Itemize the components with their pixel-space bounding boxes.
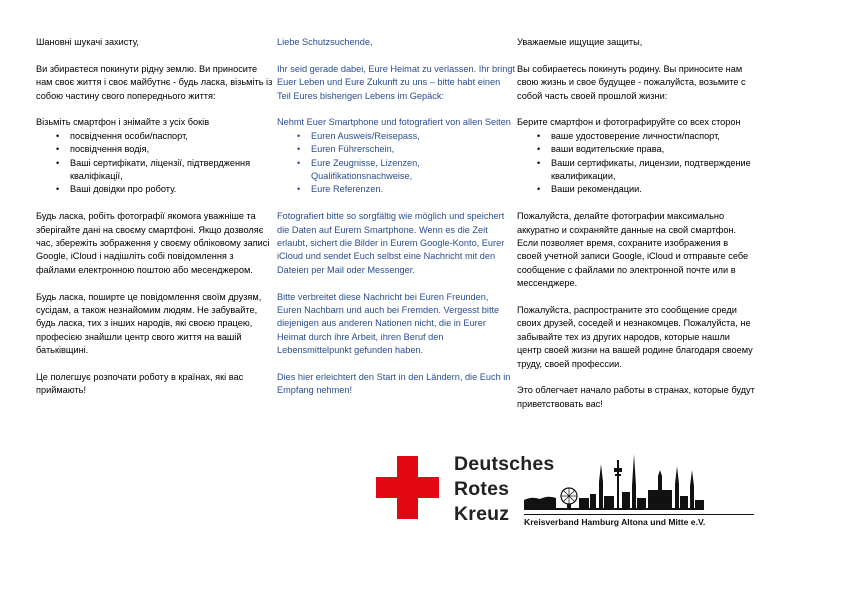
red-cross-icon bbox=[376, 456, 439, 519]
german-column bbox=[277, 36, 515, 411]
uk-intro: Ви збираєтеся покинути рідну землю. Ви приносите нам своє життя і своє майбутнє - будь ласка, візьміть із собою частину свого попереднього життя: bbox=[36, 63, 273, 101]
list-item: • Eure Zeugnisse, Lizenzen, Qualifikationsnachweise, bbox=[311, 157, 515, 184]
list-item: • Euren Ausweis/Reisepass, bbox=[311, 130, 515, 143]
logo-line-deutsches: Deutsches bbox=[454, 453, 555, 475]
chapter-name: Kreisverband Hamburg Altona und Mitte e.V. bbox=[524, 514, 754, 527]
uk-document-list bbox=[36, 130, 274, 197]
hamburg-skyline-icon bbox=[524, 452, 704, 510]
ru-document-list bbox=[517, 130, 755, 197]
uk-share-text: Будь ласка, поширте це повідомлення своїм друзям, сусідам, а також незнайомим людям. Не забувайте, будь ласка, тих з інших народів, які своєю працею, професією знайшли центр свого життя на вашій батьківщині. bbox=[36, 291, 262, 356]
ru-store-text: Пожалуйста, делайте фотографии максимально аккуратно и сохраняйте данные на свой смартфон. Если позволяет время, сохраните изображения в своей учетной записи Google, iCloud и отправьте себе сообщение с файлами по электронной почте или в мессенджере. bbox=[517, 211, 749, 289]
list-item: • ваши водительские права, bbox=[551, 143, 755, 156]
list-item: • Ваши сертификаты, лицензии, подтверждение квалификации, bbox=[551, 157, 755, 184]
de-document-list bbox=[277, 130, 515, 197]
list-item: • Ваші сертифікати, ліцензії, підтвердження кваліфікації, bbox=[70, 157, 274, 184]
ru-share-text: Пожалуйста, распространите это сообщение среди своих друзей, соседей и незнакомцев. Пожалуйста, не забывайте тех из других народов, которые нашли центр своей жизни на вашей родине благодаря своему труду, своей профессии. bbox=[517, 305, 753, 369]
de-closing: Dies hier erleichtert den Start in den Ländern, die Euch in Empfang nehmen! bbox=[277, 372, 511, 396]
uk-greeting: Шановні шукачі захисту, bbox=[36, 37, 139, 47]
logo-line-rotes: Rotes bbox=[454, 478, 510, 500]
list-item: • Euren Führerschein, bbox=[311, 143, 515, 156]
uk-store-text: Будь ласка, робіть фотографії якомога уважніше та зберігайте дані на своєму смартфоні. Якщо дозволяє час, збережіть зображення у своєму обліковому записі Google, iCloud і надішліть собі повідомлення з файлами електронною поштою або месенджером. bbox=[36, 211, 270, 275]
uk-photo-instruction: Візьміть смартфон і знімайте з усіх боків bbox=[36, 117, 210, 128]
de-intro: Ihr seid gerade dabei, Eure Heimat zu verlassen. Ihr bringt Euer Leben und Eure Zukunft zu uns – bitte habt einen Teil Eures bisherigen Lebens im Gepäck: bbox=[277, 63, 515, 101]
ru-photo-instruction: Берите смартфон и фотографируйте со всех сторон bbox=[517, 117, 741, 128]
de-photo-instruction: Nehmt Euer Smartphone und fotografiert von allen Seiten bbox=[277, 117, 511, 128]
red-cross-logo bbox=[376, 448, 786, 536]
ukrainian-column bbox=[36, 36, 274, 411]
list-item: • Ваші довідки про роботу. bbox=[70, 183, 274, 196]
russian-column bbox=[517, 36, 755, 425]
logo-line-kreuz: Kreuz bbox=[454, 503, 510, 525]
ru-greeting: Уважаемые ищущие защиты, bbox=[517, 37, 643, 47]
de-share-text: Bitte verbreitet diese Nachricht bei Euren Freunden, Euren Nachbarn und auch bei Fremden. Vergesst bitte diejenigen aus anderen Nationen nicht, die in Eurer Heimat durch ihre Arbeit, ihren Beruf den Lebensmittelpunkt gefunden haben. bbox=[277, 291, 500, 356]
de-greeting: Liebe Schutzsuchende, bbox=[277, 37, 373, 47]
ru-intro: Вы собираетесь покинуть родину. Вы приносите нам свою жизнь и свое будущее - пожалуйста, возьмите с собой часть своей прошлой жизни: bbox=[517, 63, 746, 101]
list-item: • посвідчення водія, bbox=[70, 143, 274, 156]
uk-closing: Це полегшує розпочати роботу в країнах, які вас приймають! bbox=[36, 372, 244, 396]
list-item: • ваше удостоверение личности/паспорт, bbox=[551, 130, 755, 143]
ru-closing: Это облегчает начало работы в странах, которые будут приветствовать вас! bbox=[517, 385, 755, 409]
list-item: • Eure Referenzen. bbox=[311, 183, 515, 196]
list-item: • Ваши рекомендации. bbox=[551, 183, 755, 196]
list-item: • посвідчення особи/паспорт, bbox=[70, 130, 274, 143]
de-store-text: Fotografiert bitte so sorgfältig wie möglich und speichert die Daten auf Eurem Smartphone. Wenn es die Zeit erlaubt, sichert die Bilder in Eurem Google-Konto, Eurer iCloud und sendet Euch selbst eine Nachricht mit den Dateien per Mail oder Messenger. bbox=[277, 211, 505, 275]
